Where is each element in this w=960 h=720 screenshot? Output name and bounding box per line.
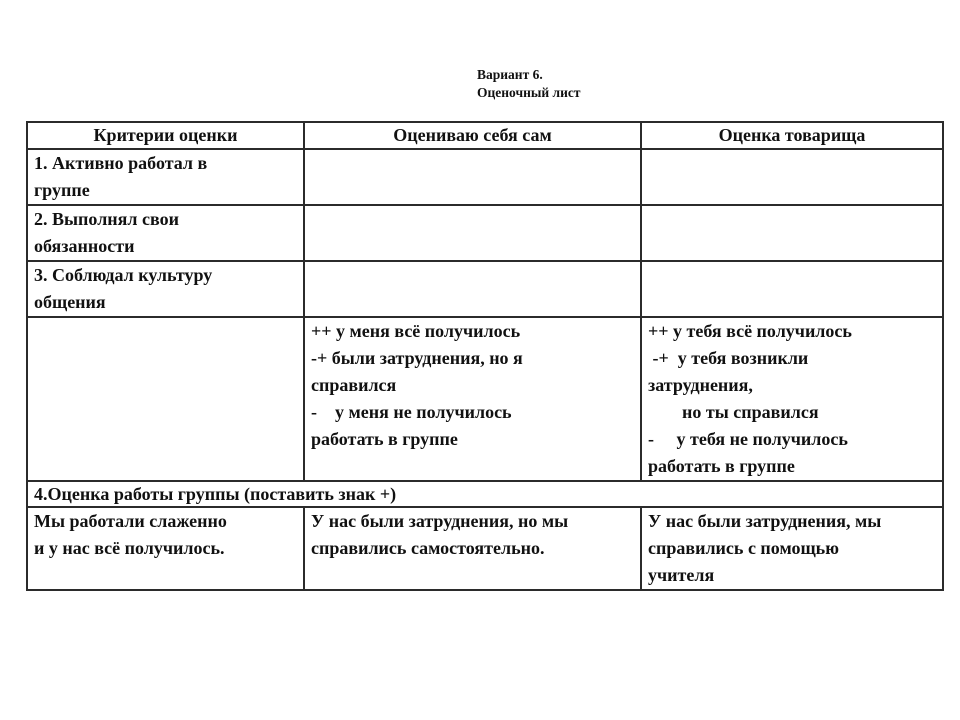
- group-option-line: справились самостоятельно.: [311, 538, 545, 558]
- peer-score-cell[interactable]: [641, 205, 943, 261]
- criterion-label-line: 3. Соблюдал культуру: [34, 265, 213, 285]
- self-score-cell[interactable]: [304, 205, 641, 261]
- group-title-row: [27, 481, 943, 507]
- evaluation-table: [26, 121, 944, 591]
- group-evaluation-title: 4.Оценка работы группы (поставить знак +): [27, 481, 943, 507]
- legend-line: работать в группе: [648, 456, 795, 476]
- legend-line: работать в группе: [311, 429, 458, 449]
- legend-line: -+ у тебя возникли: [648, 348, 809, 368]
- legend-line: - у тебя не получилось: [648, 429, 848, 449]
- header-row: [27, 122, 943, 149]
- legend-line: ++ у тебя всё получилось: [648, 321, 852, 341]
- group-option-line: и у нас всё получилось.: [34, 538, 225, 558]
- group-option-self-managed[interactable]: [304, 507, 641, 590]
- legend-line: - у меня не получилось: [311, 402, 512, 422]
- self-score-cell[interactable]: [304, 261, 641, 317]
- legend-label-cell: [27, 317, 304, 481]
- criterion-row: [27, 149, 943, 205]
- criterion-row: [27, 261, 943, 317]
- group-options-row: [27, 507, 943, 590]
- header-peer: Оценка товарища: [641, 122, 943, 149]
- self-legend-cell: [304, 317, 641, 481]
- group-option-line: справились с помощью: [648, 538, 839, 558]
- criterion-label-line: общения: [34, 292, 106, 312]
- sheet-title: Оценочный лист: [477, 85, 581, 100]
- group-option-smooth[interactable]: [27, 507, 304, 590]
- criterion-label-line: 2. Выполнял свои: [34, 209, 179, 229]
- legend-row: [27, 317, 943, 481]
- criterion-label-line: 1. Активно работал в: [34, 153, 208, 173]
- header-self: Оцениваю себя сам: [304, 122, 641, 149]
- peer-score-cell[interactable]: [641, 261, 943, 317]
- group-option-line: У нас были затруднения, но мы: [311, 511, 569, 531]
- group-option-line: Мы работали слаженно: [34, 511, 227, 531]
- header-criteria: Критерии оценки: [27, 122, 304, 149]
- criterion-label: [27, 261, 304, 317]
- legend-line: ++ у меня всё получилось: [311, 321, 521, 341]
- variant-label: Вариант 6.: [477, 67, 543, 82]
- criterion-label-line: обязанности: [34, 236, 135, 256]
- group-option-line: У нас были затруднения, мы: [648, 511, 882, 531]
- legend-line: -+ были затруднения, но я: [311, 348, 523, 368]
- criterion-label: [27, 205, 304, 261]
- self-score-cell[interactable]: [304, 149, 641, 205]
- peer-legend-cell: [641, 317, 943, 481]
- criterion-row: [27, 205, 943, 261]
- criterion-label: [27, 149, 304, 205]
- legend-line: но ты справился: [682, 402, 819, 422]
- legend-line: затруднения,: [648, 375, 753, 395]
- group-option-line: учителя: [648, 565, 715, 585]
- peer-score-cell[interactable]: [641, 149, 943, 205]
- criterion-label-line: группе: [34, 180, 90, 200]
- legend-line: справился: [311, 375, 397, 395]
- group-option-teacher-help[interactable]: [641, 507, 943, 590]
- sheet-heading: [477, 66, 581, 102]
